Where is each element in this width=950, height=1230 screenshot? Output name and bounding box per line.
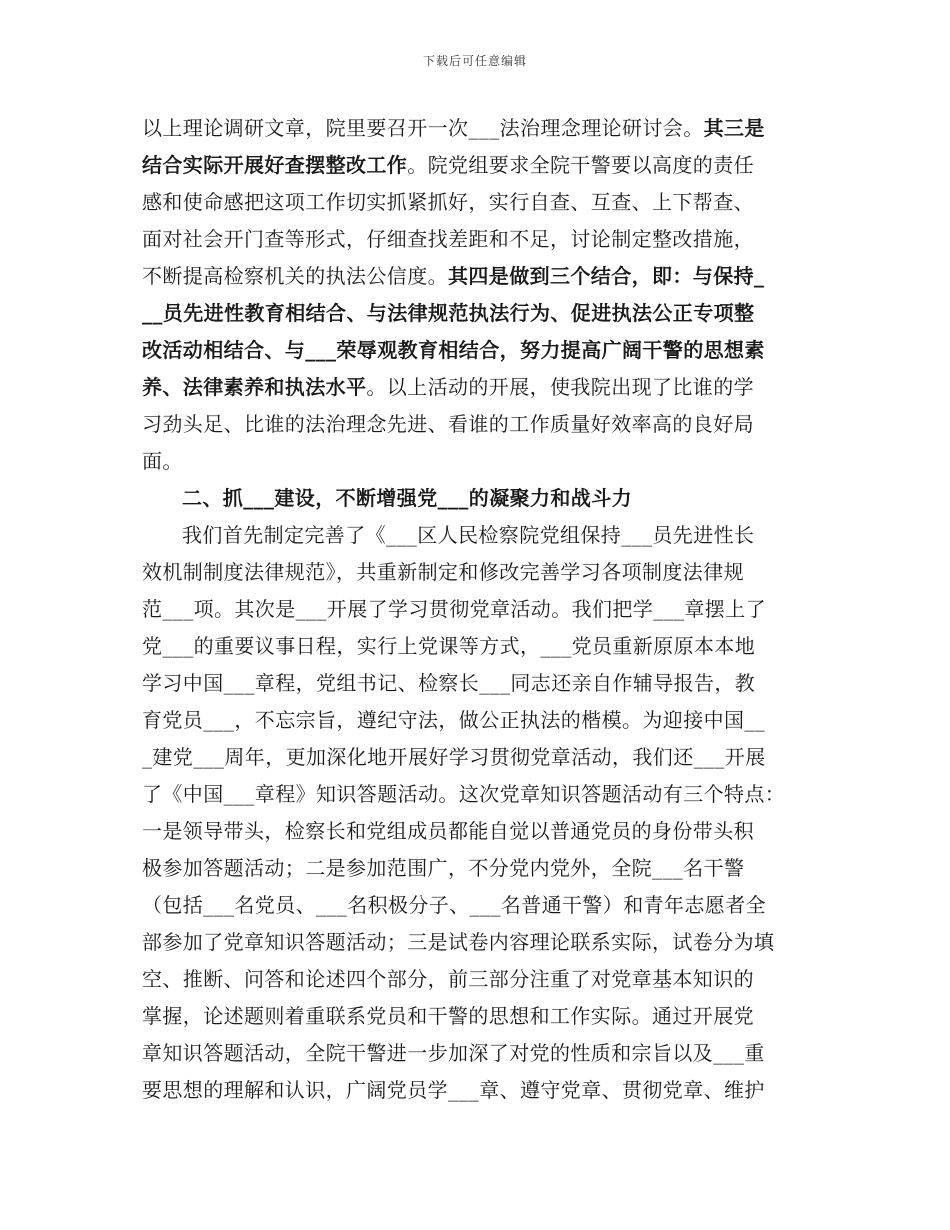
text-line [142,1035,808,1072]
text-segment: 。以上活动的开展，使我院出现了比谁的学 [366,375,755,399]
text-segment: 范___项。其次是___开展了学习贯彻党章活动。我们把学___章摆上了 [142,597,766,621]
text-segment: 以上理论调研文章，院里要召开一次___法治理念理论研讨会。 [142,116,704,140]
text-segment: 我们首先制定完善了《___区人民检察院党组保持___员先进性长 [182,523,755,547]
text-segment: 面。 [142,449,183,473]
text-segment: 不断提高检察机关的执法公信度。 [142,264,448,288]
text-line [142,110,808,147]
text-line [142,184,808,221]
text-line [142,332,808,369]
text-segment: 学习中国___章程，党组书记、检察长___同志还亲自作辅导报告，教 [142,671,756,695]
page-header: 下载后可任意编辑 [422,54,527,68]
text-segment: _建党___周年，更加深化地开展好学习贯彻党章活动，我们还___开展 [142,745,766,769]
bold-text-segment: 其四是做到三个结合，即：与保持_ [448,264,765,288]
text-line [142,147,808,184]
text-line [142,295,808,332]
text-line [142,739,808,776]
text-segment: 空、推断、问答和论述四个部分，前三部分注重了对党章基本知识的 [142,967,754,991]
text-segment: 效机制制度法律规范》，共重新制定和修改完善学习各项制度法律规 [142,560,744,584]
bold-text-segment: 结合实际开展好查摆整改工作 [142,153,408,177]
bold-text-segment: __员先进性教育相结合、与法律规范执法行为、促进执法公正专项整 [142,301,755,325]
bold-text-segment: 其三是 [703,116,765,140]
text-line [142,258,808,295]
text-segment: 要思想的理解和认识，广阔党员学___章、遵守党章、贯彻党章、维护 [142,1078,765,1102]
text-line [142,1072,808,1109]
text-line [142,554,808,591]
text-segment: 了《中国___章程》知识答题活动。这次党章知识答题活动有三个特点： [142,782,786,806]
text-segment: 部参加了党章知识答题活动；三是试卷内容理论联系实际，试卷分为填 [142,930,775,954]
section-heading [142,480,808,517]
text-line [142,369,808,406]
text-line [142,887,808,924]
text-line [142,850,808,887]
text-line [142,591,808,628]
text-segment: 一是领导带头，检察长和党组成员都能自觉以普通党员的身份带头积 [142,819,754,843]
text-line [142,406,808,443]
text-segment: （包括___名党员、___名积极分子、___名普通干警）和青年志愿者全 [142,893,766,917]
text-line [142,924,808,961]
text-segment: 感和使命感把这项工作切实抓紧抓好，实行自查、互查、上下帮查、 [142,190,754,214]
text-segment: 掌握，论述题则着重联系党员和干警的思想和工作实际。通过开展党 [142,1004,754,1028]
text-line [142,998,808,1035]
text-line [142,702,808,739]
text-line [142,813,808,850]
text-line [142,517,808,554]
text-line [142,628,808,665]
text-line [142,221,808,258]
text-segment: 极参加答题活动；二是参加范围广，不分党内党外，全院___名干警 [142,856,745,880]
text-line [142,961,808,998]
text-segment: 面对社会开门查等形式，仔细查找差距和不足，讨论制定整改措施， [142,227,754,251]
bold-text-segment: 改活动相结合、与___荣辱观教育相结合，努力提高广阔干警的思想素 [142,338,765,362]
document-body [142,110,808,1109]
text-segment: 育党员___，不忘宗旨，遵纪守法，做公正执法的楷模。为迎接中国__ [142,708,766,732]
bold-text-segment: 养、法律素养和执法水平 [142,375,367,399]
bold-text-segment: 二、抓___建设，不断增强党___的凝聚力和战斗力 [182,486,632,510]
text-segment: 章知识答题活动，全院干警进一步加深了对党的性质和宗旨以及___重 [142,1041,765,1065]
text-line [142,665,808,702]
text-segment: 习劲头足、比谁的法治理念先进、看谁的工作质量好效率高的良好局 [142,412,754,436]
text-segment: 。院党组要求全院干警要以高度的责任 [407,153,755,177]
text-line [142,443,808,480]
text-segment: 党___的重要议事日程，实行上党课等方式，___党员重新原原本本地 [142,634,756,658]
text-line [142,776,808,813]
